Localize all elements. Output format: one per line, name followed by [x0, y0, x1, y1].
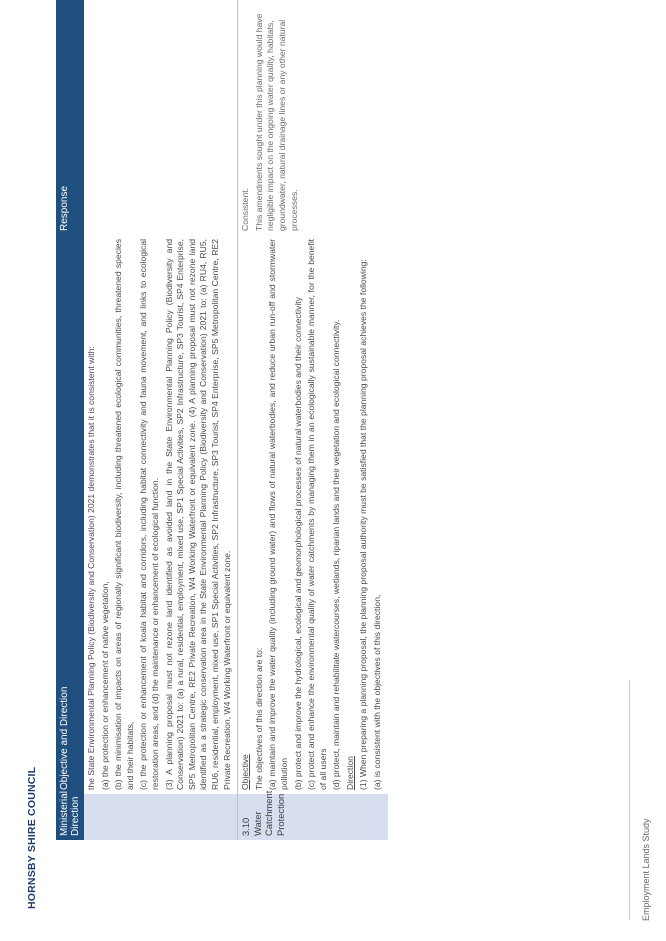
response-cell: [238, 0, 388, 235]
footer-text: Employment Lands Study: [641, 818, 651, 921]
paragraph: (a) maintain and improve the water quality (including ground water) and flows of natural waterbodies, and reduce urban run-off and stormwater pollution: [267, 238, 289, 790]
paragraph: (b) protect and improve the hydrological, ecological and geomorphological processes of natural waterbodies and their connectivity: [292, 297, 303, 790]
paragraph: (c) the protection or enhancement of koala habitat and corridors, including habitat connectivity and fauna movement, and links to ecological restoration areas, and (d) the maintenance or enhancement of ecological function.: [138, 238, 160, 790]
rotated-page: [56, 0, 661, 840]
header-response: Response: [56, 0, 84, 235]
paragraph: (3) A planning proposal must not rezone land identified as avoided land in the State Environmental Planning Policy (Biodiversity and Conservation) 2021 to: (a) a rural, residential, employment, mixed use, SP1 Special Activities, SP2 Infrastructure, SP3 Tourist, SP4 Enterprise, SP5 Metropolitan Centre, RE2 Private Recreation, W4 Working Waterfront or equivalent zone. (4) A planning proposal must not rezone land identified as a strategic conservation area in the State Environmental Planning Policy (Biodiversity and Conservation) 2021 to: (a) RU4, RU5, RU6, residential, employment, mixed use, SP1 Special Activities, SP2 Infrastructure, SP3 Tourist, SP4 Enterprise, SP5 Metropolitan Centre, RE2 Private Recreation, W4 Working Waterfront or equivalent zone.: [163, 238, 232, 790]
footer-divider: [629, 680, 630, 920]
paragraph: (c) protect and enhance the environmental quality of water catchments by managing them in an ecologically sustainable manner, for the benefit of all users: [306, 238, 328, 790]
paragraph: (a) the protection or enhancement of native vegetation,: [99, 581, 110, 790]
objective-cell: [238, 235, 388, 794]
paragraph: (b) the minimisation of impacts on areas of regionally significant biodiversity, including threatened ecological communities, threatened species and their habitats,: [113, 238, 135, 790]
objective-cell: [84, 235, 238, 794]
council-name: HORNSBY SHIRE COUNCIL: [26, 766, 38, 909]
header-objective-direction: Objective and Direction: [56, 235, 84, 794]
paragraph: (1) When preparing a planning proposal, the planning proposal authority must be satisfied that the planning proposal achieves the following:: [358, 259, 369, 790]
objective-heading: Objective: [240, 754, 251, 790]
direction-cell: [84, 794, 238, 840]
direction-heading: Direction: [344, 756, 355, 790]
paragraph: (a) is consistent with the objectives of this direction,: [372, 594, 383, 790]
paragraph: the State Environmental Planning Policy (Biodiversity and Conservation) 2021 demonstrates that it is consistent with:: [86, 346, 96, 790]
paragraph: (d) protect, maintain and rehabilitate watercourses, wetlands, riparian lands and their vegetation and ecological connectivity.: [331, 319, 342, 790]
paragraph: The objectives of this direction are to:: [253, 647, 264, 790]
direction-cell: 3.10 Water Catchment Protection: [238, 794, 388, 840]
header-ministerial-direction: Ministerial Direction: [56, 794, 84, 840]
table-header-row: [56, 0, 84, 840]
response-cell: [84, 0, 238, 235]
response-text: This amendments sought under this planning would have negligible impact on the ongoing water quality, habitats, groundwater, natural drainage lines or any other natural processes.: [253, 13, 299, 231]
table-row: [84, 0, 238, 840]
ministerial-directions-table: [56, 0, 388, 840]
table-row: [238, 0, 388, 840]
response-title: Consistent.: [240, 187, 251, 231]
